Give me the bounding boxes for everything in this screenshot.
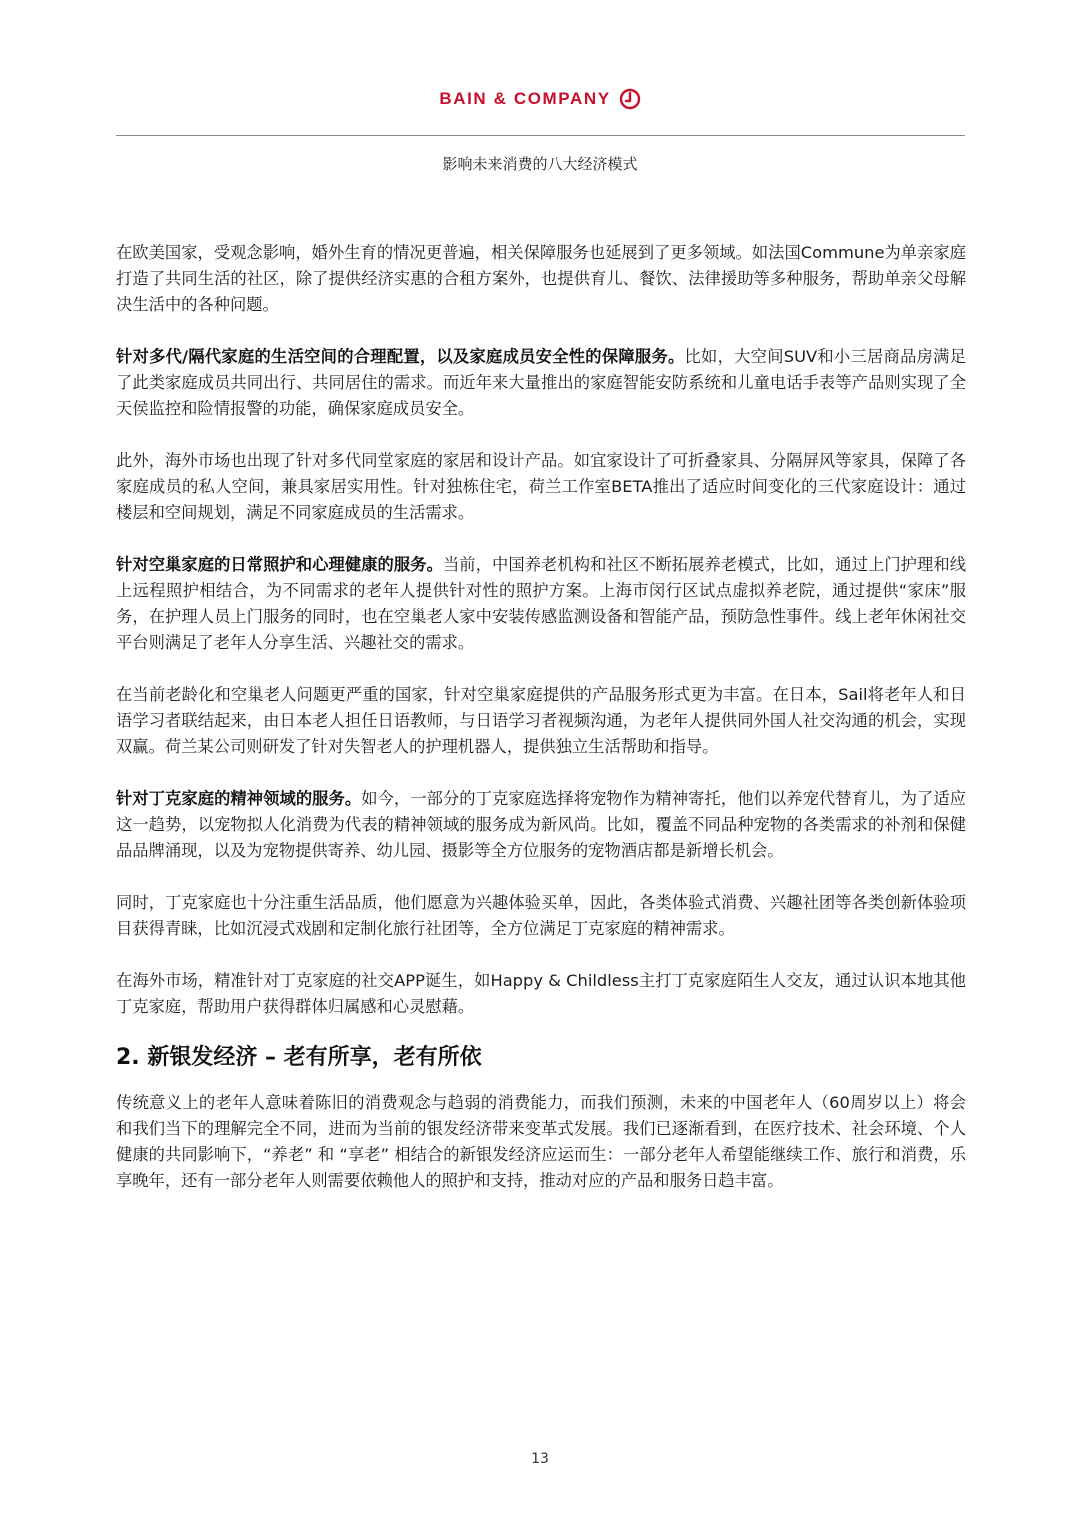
paragraph-lead: 针对多代/隔代家庭的生活空间的合理配置，以及家庭成员安全性的保障服务。 bbox=[116, 347, 685, 366]
paragraph-text: 传统意义上的老年人意味着陈旧的消费观念与趋弱的消费能力，而我们预测，未来的中国老年人（60周岁以上）将会和我们当下的理解完全不同，进而为当前的银发经济带来变革式发展。我们已逐渐看到，在医疗技术、社会环境、个人健康的共同影响下，“养老” 和 “享老” 相结合的新银发经济应运而生：一部分老年人希望能继续工作、旅行和消费，乐享晚年，还有一部分老年人则需要依赖他人的照护和支持，推动对应的产品和服务日趋丰富。 bbox=[116, 1093, 966, 1190]
paragraph bbox=[116, 786, 966, 864]
paragraph-text: 当前，中国养老机构和社区不断拓展养老模式，比如，通过上门护理和线上远程照护相结合，为不同需求的老年人提供针对性的照护方案。上海市闵行区试点虚拟养老院，通过提供“家床”服务，在护理人员上门服务的同时，也在空巢老人家中安装传感监测设备和智能产品，预防急性事件。线上老年休闲社交平台则满足了老年人分享生活、兴趣社交的需求。 bbox=[116, 555, 966, 652]
section-heading: 2. 新银发经济 – 老有所享，老有所依 bbox=[116, 1045, 482, 1070]
paragraph bbox=[116, 552, 966, 656]
paragraph-text: 比如，大空间SUV和小三居商品房满足了此类家庭成员共同出行、共同居住的需求。而近年来大量推出的家庭智能安防系统和儿童电话手表等产品则实现了全天侯监控和险情报警的功能，确保家庭成员安全。 bbox=[116, 347, 966, 418]
paragraph-lead: 针对丁克家庭的精神领域的服务。 bbox=[116, 789, 362, 808]
paragraph bbox=[116, 240, 966, 318]
paragraph-text: 同时，丁克家庭也十分注重生活品质，他们愿意为兴趣体验买单，因此，各类体验式消费、兴趣社团等各类创新体验项目获得青睐，比如沉浸式戏剧和定制化旅行社团等，全方位满足丁克家庭的精神需求。 bbox=[116, 893, 966, 938]
paragraph-text: 在当前老龄化和空巢老人问题更严重的国家，针对空巢家庭提供的产品服务形式更为丰富。在日本，Sail将老年人和日语学习者联结起来，由日本老人担任日语教师，与日语学习者视频沟通，为老年人提供同外国人社交沟通的机会，实现双赢。荷兰某公司则研发了针对失智老人的护理机器人，提供独立生活帮助和指导。 bbox=[116, 685, 966, 756]
page-number: 13 bbox=[531, 1451, 549, 1467]
paragraph bbox=[116, 890, 966, 942]
page-header bbox=[0, 88, 1080, 110]
paragraph-lead: 针对空巢家庭的日常照护和心理健康的服务。 bbox=[116, 555, 443, 574]
header-divider bbox=[116, 135, 965, 136]
brand-name: BAIN & COMPANY bbox=[439, 89, 611, 108]
paragraph bbox=[116, 968, 966, 1020]
paragraph bbox=[116, 344, 966, 422]
paragraph bbox=[116, 448, 966, 526]
bain-logo-icon bbox=[619, 88, 641, 110]
paragraph-text: 如今，一部分的丁克家庭选择将宠物作为精神寄托，他们以养宠代替育儿，为了适应这一趋势，以宠物拟人化消费为代表的精神领域的服务成为新风尚。比如，覆盖不同品种宠物的各类需求的补剂和保健品品牌涌现，以及为宠物提供寄养、幼儿园、摄影等全方位服务的宠物酒店都是新增长机会。 bbox=[116, 789, 966, 860]
paragraph-text: 在欧美国家，受观念影响，婚外生育的情况更普遍，相关保障服务也延展到了更多领域。如法国Commune为单亲家庭打造了共同生活的社区，除了提供经济实惠的合租方案外，也提供育儿、餐饮、法律援助等多种服务，帮助单亲父母解决生活中的各种问题。 bbox=[116, 243, 966, 314]
paragraph bbox=[116, 682, 966, 760]
section-paragraph bbox=[116, 1090, 966, 1194]
paragraph-text: 在海外市场，精准针对丁克家庭的社交APP诞生，如Happy & Childless主打丁克家庭陌生人交友，通过认识本地其他丁克家庭，帮助用户获得群体归属感和心灵慰藉。 bbox=[116, 971, 966, 1016]
paragraph-text: 此外，海外市场也出现了针对多代同堂家庭的家居和设计产品。如宜家设计了可折叠家具、分隔屏风等家具，保障了各家庭成员的私人空间，兼具家居实用性。针对独栋住宅，荷兰工作室BETA推出了适应时间变化的三代家庭设计：通过楼层和空间规划，满足不同家庭成员的生活需求。 bbox=[116, 451, 966, 522]
brand-logo bbox=[439, 88, 640, 110]
document-title: 影响未来消费的八大经济模式 bbox=[442, 155, 638, 173]
page-body bbox=[116, 240, 966, 1220]
